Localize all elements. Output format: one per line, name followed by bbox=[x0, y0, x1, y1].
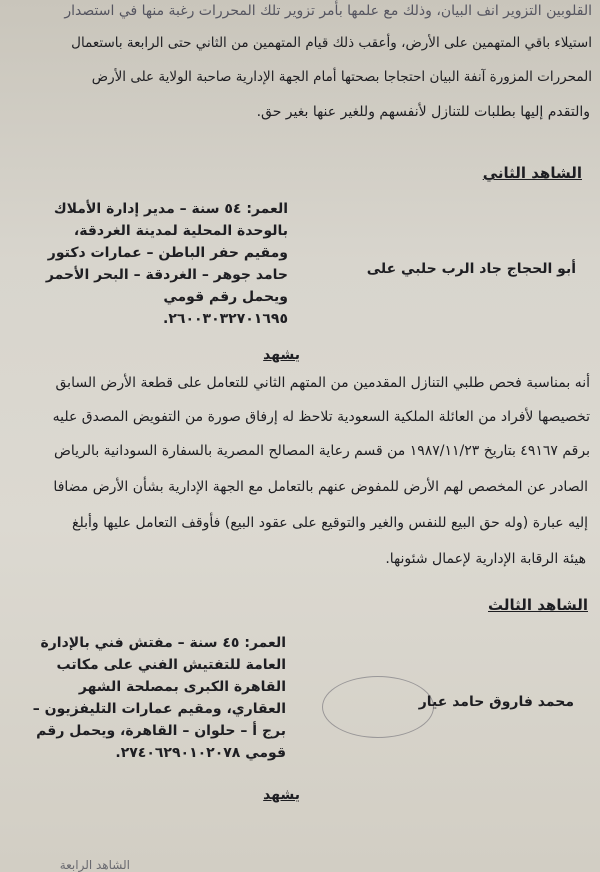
witness3-detail-line: قومي ٢٧٤٠٦٢٩٠١٠٢٠٧٨. bbox=[115, 745, 286, 761]
witness3-detail-line: برج أ – حلوان – القاهرة، ويحمل رقم bbox=[36, 723, 286, 739]
witness2-statement-line: هيئة الرقابة الإدارية لإعمال شئونها. bbox=[385, 551, 586, 567]
witness3-detail-line: العمر: ٤٥ سنة – مفتش فني بالإدارة bbox=[40, 635, 286, 651]
witness2-details bbox=[3, 198, 288, 330]
witness2-detail-line: ٢٦٠٠٣٠٣٢٧٠١٦٩٥. bbox=[163, 311, 288, 327]
intro-line-2: استيلاء باقي المتهمين على الأرض، وأعقب ذلك قيام المتهمين من الثاني حتى الرابعة باستعمال bbox=[71, 35, 592, 51]
witness2-detail-line: ويحمل رقم قومي bbox=[163, 289, 288, 305]
witness2-statement-line: الصادر عن المخصص لهم الأرض للمفوض عنهم بالتعامل مع الجهة الإدارية بشأن الأرض مضافا bbox=[53, 479, 588, 495]
witness2-detail-line: حامد جوهر – الغردقة – البحر الأحمر bbox=[45, 267, 288, 283]
intro-line-4: والتقدم إليها بطلبات للتنازل لأنفسهم وللغير عنها بغير حق. bbox=[256, 104, 590, 120]
witness3-name: محمد فاروق حامد عيار bbox=[418, 694, 574, 710]
witness3-details bbox=[1, 632, 286, 764]
witness2-heading: الشاهد الثاني bbox=[482, 164, 582, 182]
witness3-detail-line: العقاري، ومقيم عمارات التليفزيون – bbox=[32, 701, 286, 717]
witness2-testifies: يشهد bbox=[263, 347, 300, 363]
witness2-detail-line: بالوحدة المحلية لمدينة الغردقة، bbox=[73, 223, 288, 239]
intro-line-1: القلوبين التزوير انف البيان، وذلك مع علمها بأمر تزوير تلك المحررات رغبة منها في استصدار bbox=[64, 3, 592, 19]
witness3-testifies: يشهد bbox=[263, 787, 300, 803]
witness2-detail-line: ومقيم حفر الباطن – عمارات دكتور bbox=[47, 245, 288, 261]
witness3-heading: الشاهد الثالث bbox=[488, 596, 588, 614]
witness2-statement-line: إليه عبارة (وله حق البيع للنفس والغير والتوقيع على عقود البيع) فأوقف التعامل عليها وأبلغ bbox=[72, 515, 588, 531]
intro-line-3: المحررات المزورة آنفة البيان احتجاجا بصحتها أمام الجهة الإدارية صاحبة الولاية على الأرض bbox=[91, 69, 592, 85]
witness3-detail-line: القاهرة الكبرى بمصلحة الشهر bbox=[78, 679, 286, 695]
witness2-name: أبو الحجاج جاد الرب حلبي على bbox=[366, 261, 576, 277]
footer-fragment: الشاهد الرابعة bbox=[59, 858, 130, 872]
witness3-detail-line: العامة للتفتيش الفني على مكاتب bbox=[56, 657, 286, 673]
witness2-statement-line: برقم ٤٩١٦٧ بتاريخ ١٩٨٧/١١/٢٣ من قسم رعاية المصالح المصرية بالسفارة السودانية بالرياض bbox=[53, 443, 590, 459]
witness2-detail-line: العمر: ٥٤ سنة – مدير إدارة الأملاك bbox=[53, 201, 288, 217]
signature-mark bbox=[322, 676, 434, 738]
witness2-statement-line: تخصيصها لأفراد من العائلة الملكية السعودية تلاحظ له إرفاق صورة من التفويض المصدق عليه bbox=[52, 409, 590, 425]
witness2-statement-line: أنه بمناسبة فحص طلبي التنازل المقدمين من المتهم الثاني للتعامل على قطعة الأرض السابق bbox=[55, 375, 590, 391]
